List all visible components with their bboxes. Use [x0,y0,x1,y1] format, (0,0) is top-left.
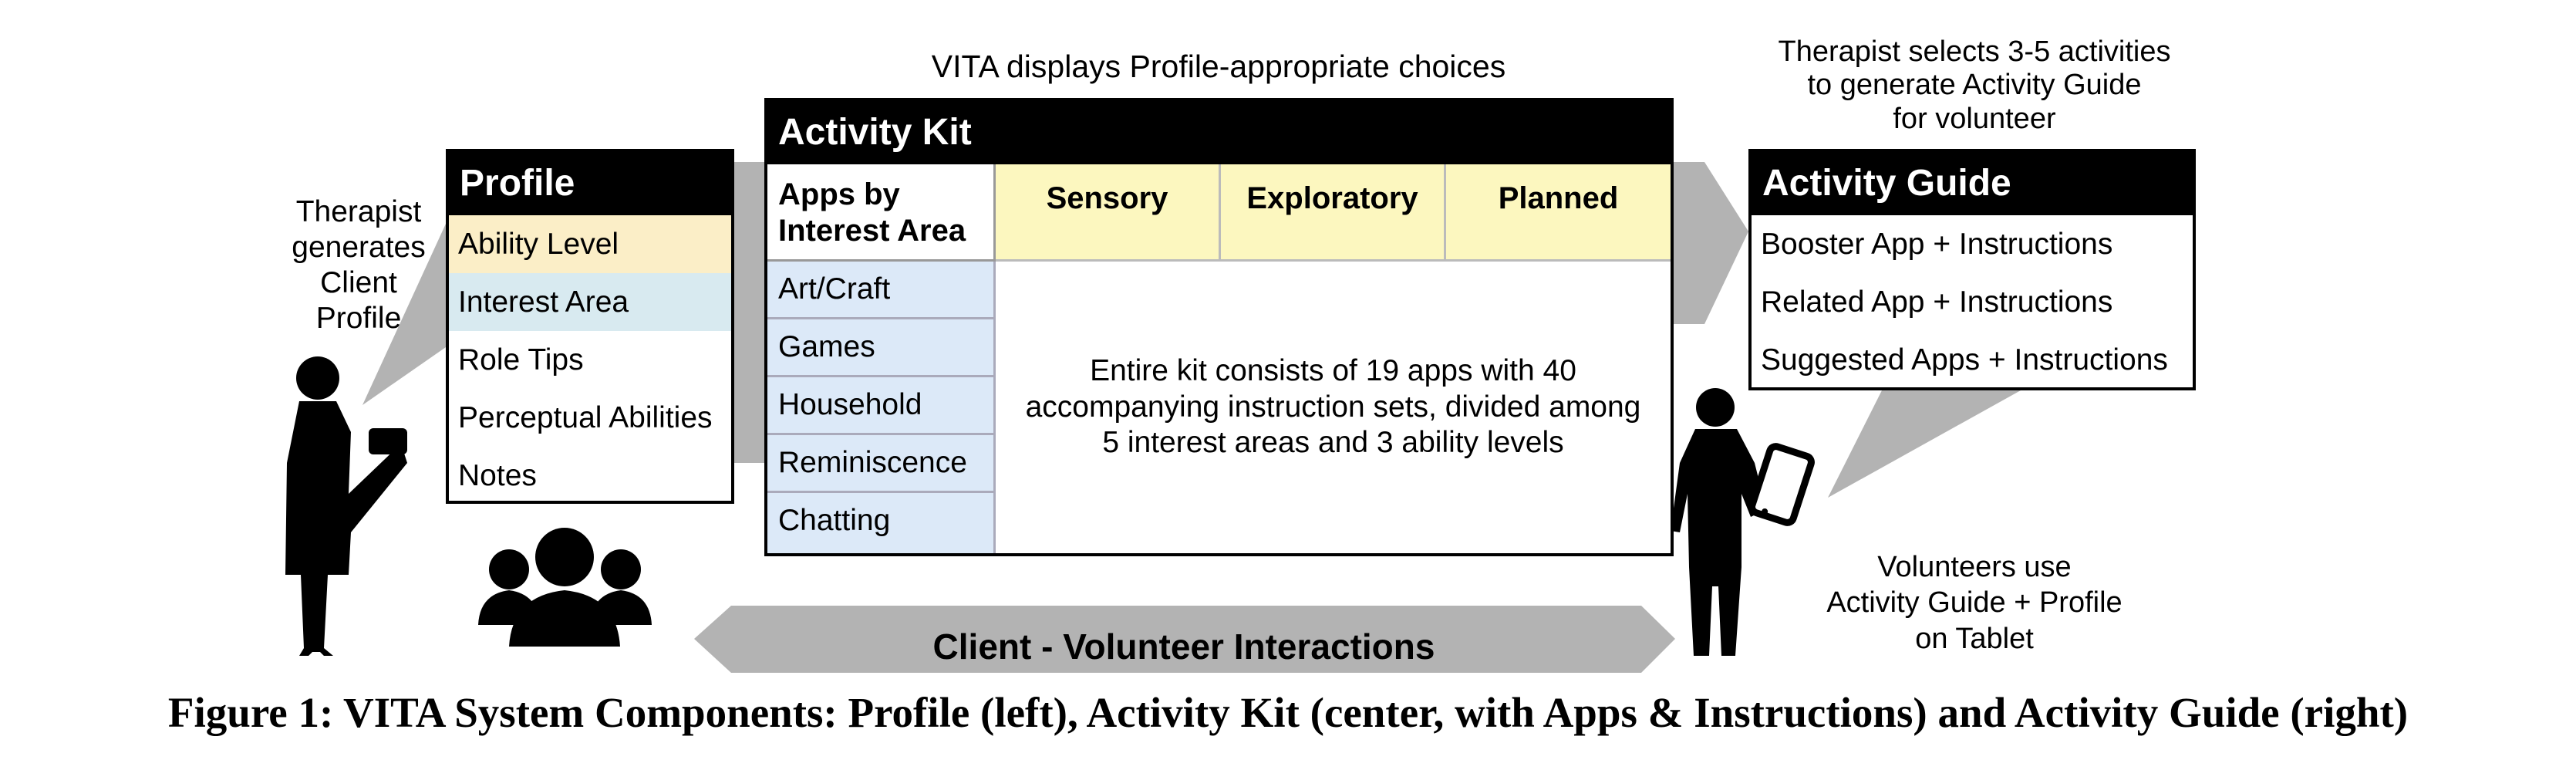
activity-kit-title: Activity Kit [767,101,1671,164]
profile-row-interest-area: Interest Area [449,273,731,331]
profile-row-perceptual-abilities: Perceptual Abilities [458,401,713,434]
selects-label-line: Therapist selects 3-5 activities [1778,35,2171,68]
selects-label-line: for volunteer [1893,102,2056,135]
kit-corner-line: Apps by [778,177,900,211]
therapist-label [262,194,455,336]
activity-kit-box [764,98,1674,556]
guide-row-booster: Booster App + Instructions [1761,228,2113,261]
kit-description [996,262,1671,553]
therapist-label-line: generates [292,231,426,265]
kit-column-planned: Planned [1446,164,1671,262]
volunteer-callout-tail [1828,390,2021,498]
kit-description-line: accompanying instruction sets, divided among [1025,390,1641,424]
volunteers-label-line: Volunteers use [1877,551,2072,583]
kit-to-guide-arrow [1674,162,1748,324]
client-group-icon [478,528,652,647]
kit-column-sensory: Sensory [996,164,1221,262]
therapist-silhouette-icon [285,356,407,656]
kit-row-games: Games [767,319,996,377]
kit-column-exploratory: Exploratory [1221,164,1446,262]
profile-row-notes: Notes [458,459,537,492]
profile-row-role-tips: Role Tips [458,343,584,377]
activity-guide-title: Activity Guide [1752,152,2193,215]
volunteers-label-line: on Tablet [1915,622,2034,655]
interaction-label: Client - Volunteer Interactions [932,626,1435,667]
volunteers-label-line: Activity Guide + Profile [1826,586,2123,620]
kit-row-reminiscence: Reminiscence [767,435,996,493]
kit-row-chatting: Chatting [767,493,996,553]
kit-corner-header [767,164,996,262]
therapist-label-line: Client [320,266,397,300]
kit-row-household: Household [767,377,996,435]
selects-label-line: to generate Activity Guide [1807,69,2142,102]
tablet-icon [1750,445,1812,525]
profile-row-ability-level: Ability Level [449,215,731,273]
selects-label [1712,35,2237,136]
kit-description-line: Entire kit consists of 19 apps with 40 [1090,353,1576,387]
kit-corner-line: Interest Area [778,214,966,248]
activity-guide-box [1748,149,2196,390]
volunteers-label [1774,549,2175,657]
guide-row-related: Related App + Instructions [1761,285,2113,319]
therapist-label-line: Profile [315,302,402,336]
figure-caption: Figure 1: VITA System Components: Profile (left), Activity Kit (center, with Apps & Instructions) and Activity Guide (right) [167,689,2409,736]
kit-row-art-craft: Art/Craft [767,262,996,319]
activity-kit-grid [767,164,1671,553]
guide-row-suggested: Suggested Apps + Instructions [1761,343,2168,377]
kit-description-line: 5 interest areas and 3 ability levels [1102,426,1564,460]
profile-box [446,149,734,504]
profile-to-kit-connector [734,162,764,463]
therapist-label-line: Therapist [295,195,422,228]
kit-top-label: VITA displays Profile-appropriate choices [931,49,1506,84]
profile-title: Profile [449,152,731,215]
volunteer-silhouette-icon [1671,388,1766,656]
